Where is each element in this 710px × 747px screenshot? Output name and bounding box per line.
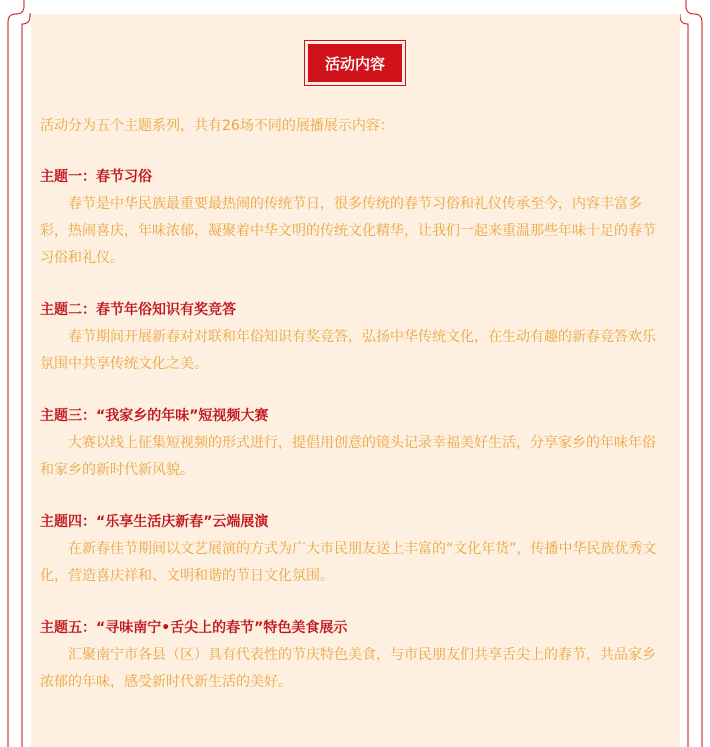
theme-body: 在新春佳节期间以文艺展演的方式为广大市民朋友送上丰富的“文化年货”，传播中华民族优秀文化，营造喜庆祥和、文明和谐的节日文化氛围。 <box>40 541 657 584</box>
theme-section-5 <box>40 615 665 696</box>
theme-heading: 主题二：春节年俗知识有奖竞答 <box>40 302 236 318</box>
theme-heading: 主题五：“寻味南宁•舌尖上的春节”特色美食展示 <box>40 620 348 636</box>
theme-heading: 主题一：春节习俗 <box>40 169 152 185</box>
theme-section-2 <box>40 297 665 378</box>
theme-heading: 主题三：“我家乡的年味”短视频大赛 <box>40 408 269 424</box>
theme-body: 春节期间开展新春对对联和年俗知识有奖竞答，弘扬中华传统文化，在生动有趣的新春竞答欢乐氛围中共享传统文化之美。 <box>40 329 656 372</box>
theme-section-4 <box>40 509 665 590</box>
theme-section-3 <box>40 403 665 484</box>
section-title-frame <box>304 40 406 86</box>
theme-body: 春节是中华民族最重要最热闹的传统节日，很多传统的春节习俗和礼仪传承至今，内容丰富多彩，热闹喜庆，年味浓郁，凝聚着中华文明的传统文化精华，让我们一起来重温那些年味十足的春节习俗和礼仪。 <box>40 196 656 266</box>
section-title: 活动内容 <box>308 44 402 82</box>
theme-body: 汇聚南宁市各县（区）具有代表性的节庆特色美食，与市民朋友们共享舌尖上的春节，共品家乡浓郁的年味，感受新时代新生活的美好。 <box>40 647 656 690</box>
intro-paragraph: 活动分为五个主题系列，共有26场不同的展播展示内容： <box>40 118 394 134</box>
theme-body: 大赛以线上征集短视频的形式进行，提倡用创意的镜头记录幸福美好生活，分享家乡的年味年俗和家乡的新时代新风貌。 <box>40 435 656 478</box>
article-content <box>40 113 665 721</box>
theme-section-1 <box>40 164 665 272</box>
theme-heading: 主题四：“乐享生活庆新春”云端展演 <box>40 514 269 530</box>
